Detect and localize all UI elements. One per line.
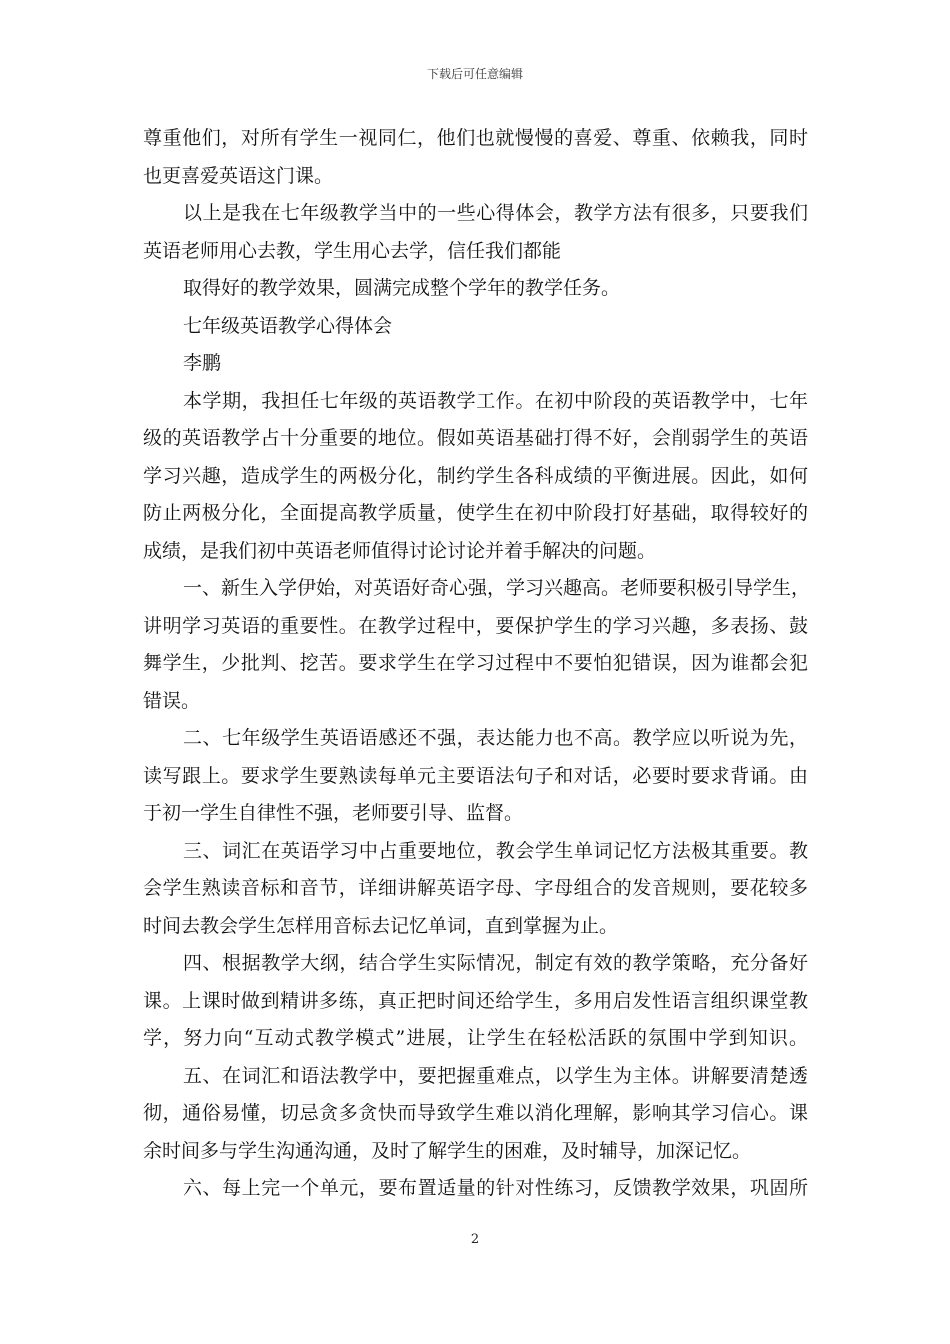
text-line: 会学生熟读音标和音节，详细讲解英语字母、字母组合的发音规则，要花较多	[143, 877, 808, 899]
text-line: 课。上课时做到精讲多练，真正把时间还给学生，多用启发性语言组织课堂教	[143, 989, 808, 1012]
text-line: 讲明学习英语的重要性。在教学过程中，要保护学生的学习兴趣，多表扬、鼓	[143, 614, 808, 637]
text-line: 级的英语教学占十分重要的地位。假如英语基础打得不好，会削弱学生的英语	[143, 427, 808, 449]
text-line: 尊重他们，对所有学生一视同仁，他们也就慢慢的喜爱、尊重、依赖我，同时	[143, 127, 808, 149]
text-line: 五、在词汇和语法教学中，要把握重难点，以学生为主体。讲解要清楚透	[183, 1064, 808, 1087]
text-line: 学习兴趣，造成学生的两极分化，制约学生各科成绩的平衡进展。因此，如何	[143, 464, 808, 487]
text-line: 也更喜爱英语这门课。	[143, 164, 334, 187]
text-line: 七年级英语教学心得体会	[183, 314, 393, 337]
text-line: 错误。	[143, 689, 201, 712]
text-line: 以上是我在七年级教学当中的一些心得体会，教学方法有很多，只要我们	[183, 202, 808, 224]
text-line: 时间去教会学生怎样用音标去记忆单词，直到掌握为止。	[143, 914, 619, 937]
document-body	[143, 120, 811, 1208]
page-number: 2	[470, 1232, 480, 1247]
text-line: 六、每上完一个单元，要布置适量的针对性练习，反馈教学效果，巩固所	[183, 1177, 808, 1199]
text-line: 四、根据教学大纲，结合学生实际情况，制定有效的教学策略，充分备好	[183, 952, 808, 974]
text-line: 本学期，我担任七年级的英语教学工作。在初中阶段的英语教学中，七年	[183, 389, 808, 412]
text-line: 学，努力向“互动式教学模式”进展，让学生在轻松活跃的氛围中学到知识。	[143, 1027, 808, 1049]
text-line: 三、词汇在英语学习中占重要地位，教会学生单词记忆方法极其重要。教	[183, 839, 808, 862]
text-line: 李鹏	[183, 352, 222, 374]
text-line: 读写跟上。要求学生要熟读每单元主要语法句子和对话，必要时要求背诵。由	[143, 764, 808, 787]
text-line: 防止两极分化，全面提高教学质量，使学生在初中阶段打好基础，取得较好的	[143, 502, 808, 524]
text-line: 于初一学生自律性不强，老师要引导、监督。	[143, 802, 524, 824]
text-line: 舞学生，少批判、挖苦。要求学生在学习过程中不要怕犯错误，因为谁都会犯	[143, 652, 808, 674]
text-line: 英语老师用心去教，学生用心去学，信任我们都能	[143, 239, 562, 262]
text-line: 取得好的教学效果，圆满完成整个学年的教学任务。	[183, 277, 621, 299]
text-line: 彻，通俗易懂，切忌贪多贪快而导致学生难以消化理解，影响其学习信心。课	[143, 1102, 808, 1124]
text-line: 余时间多与学生沟通沟通，及时了解学生的困难，及时辅导，加深记忆。	[143, 1139, 752, 1162]
text-line: 成绩，是我们初中英语老师值得讨论讨论并着手解决的问题。	[143, 539, 657, 562]
text-line: 二、七年级学生英语语感还不强，表达能力也不高。教学应以听说为先，	[183, 727, 808, 749]
text-line: 一、新生入学伊始，对英语好奇心强，学习兴趣高。老师要积极引导学生，	[183, 577, 811, 599]
header-text: 下载后可任意编辑	[426, 67, 523, 81]
page-header	[0, 66, 950, 82]
